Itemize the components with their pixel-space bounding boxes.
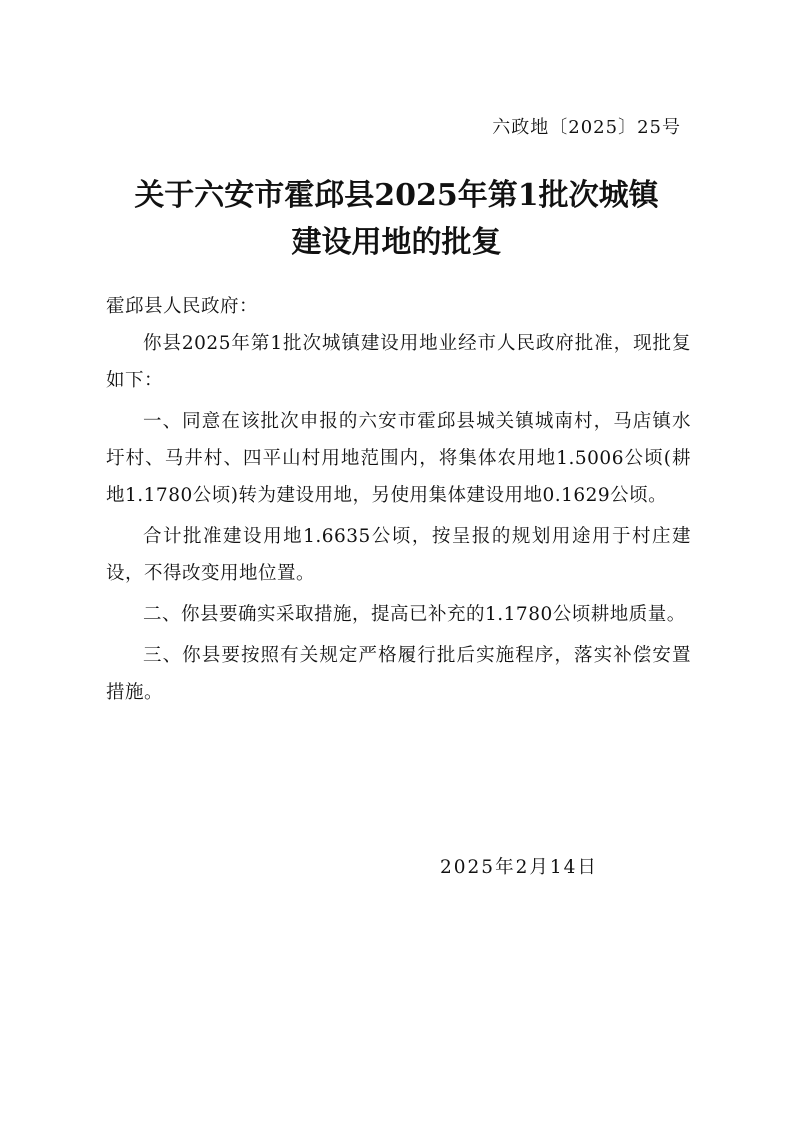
document-number: 六政地〔2025〕25号 (492, 117, 681, 138)
paragraph-intro: 你县2025年第1批次城镇建设用地业经市人民政府批准，现批复如下： (106, 333, 691, 391)
document-date: 2025年2月14日 (440, 857, 598, 878)
paragraph-item-1: 一、同意在该批次申报的六安市霍邱县城关镇城南村，马店镇水圩村、马井村、四平山村用地范围内，将集体农用地1.5006公顷(耕地1.1780公顷)转为建设用地，另使用集体建设用地0.1629公顷。 (106, 411, 691, 506)
document-body (106, 288, 691, 711)
title-line-2: 建设用地的批复 (291, 225, 502, 260)
document-title (0, 172, 793, 266)
paragraph-item-3: 三、你县要按照有关规定严格履行批后实施程序，落实补偿安置措施。 (106, 645, 691, 703)
paragraph-total: 合计批准建设用地1.6635公顷，按呈报的规划用途用于村庄建设，不得改变用地位置。 (106, 526, 691, 584)
paragraph-item-2: 二、你县要确实采取措施，提高已补充的1.1780公顷耕地质量。 (143, 604, 686, 625)
addressee: 霍邱县人民政府： (106, 296, 259, 317)
title-line-1: 关于六安市霍邱县2025年第1批次城镇 (134, 178, 659, 213)
